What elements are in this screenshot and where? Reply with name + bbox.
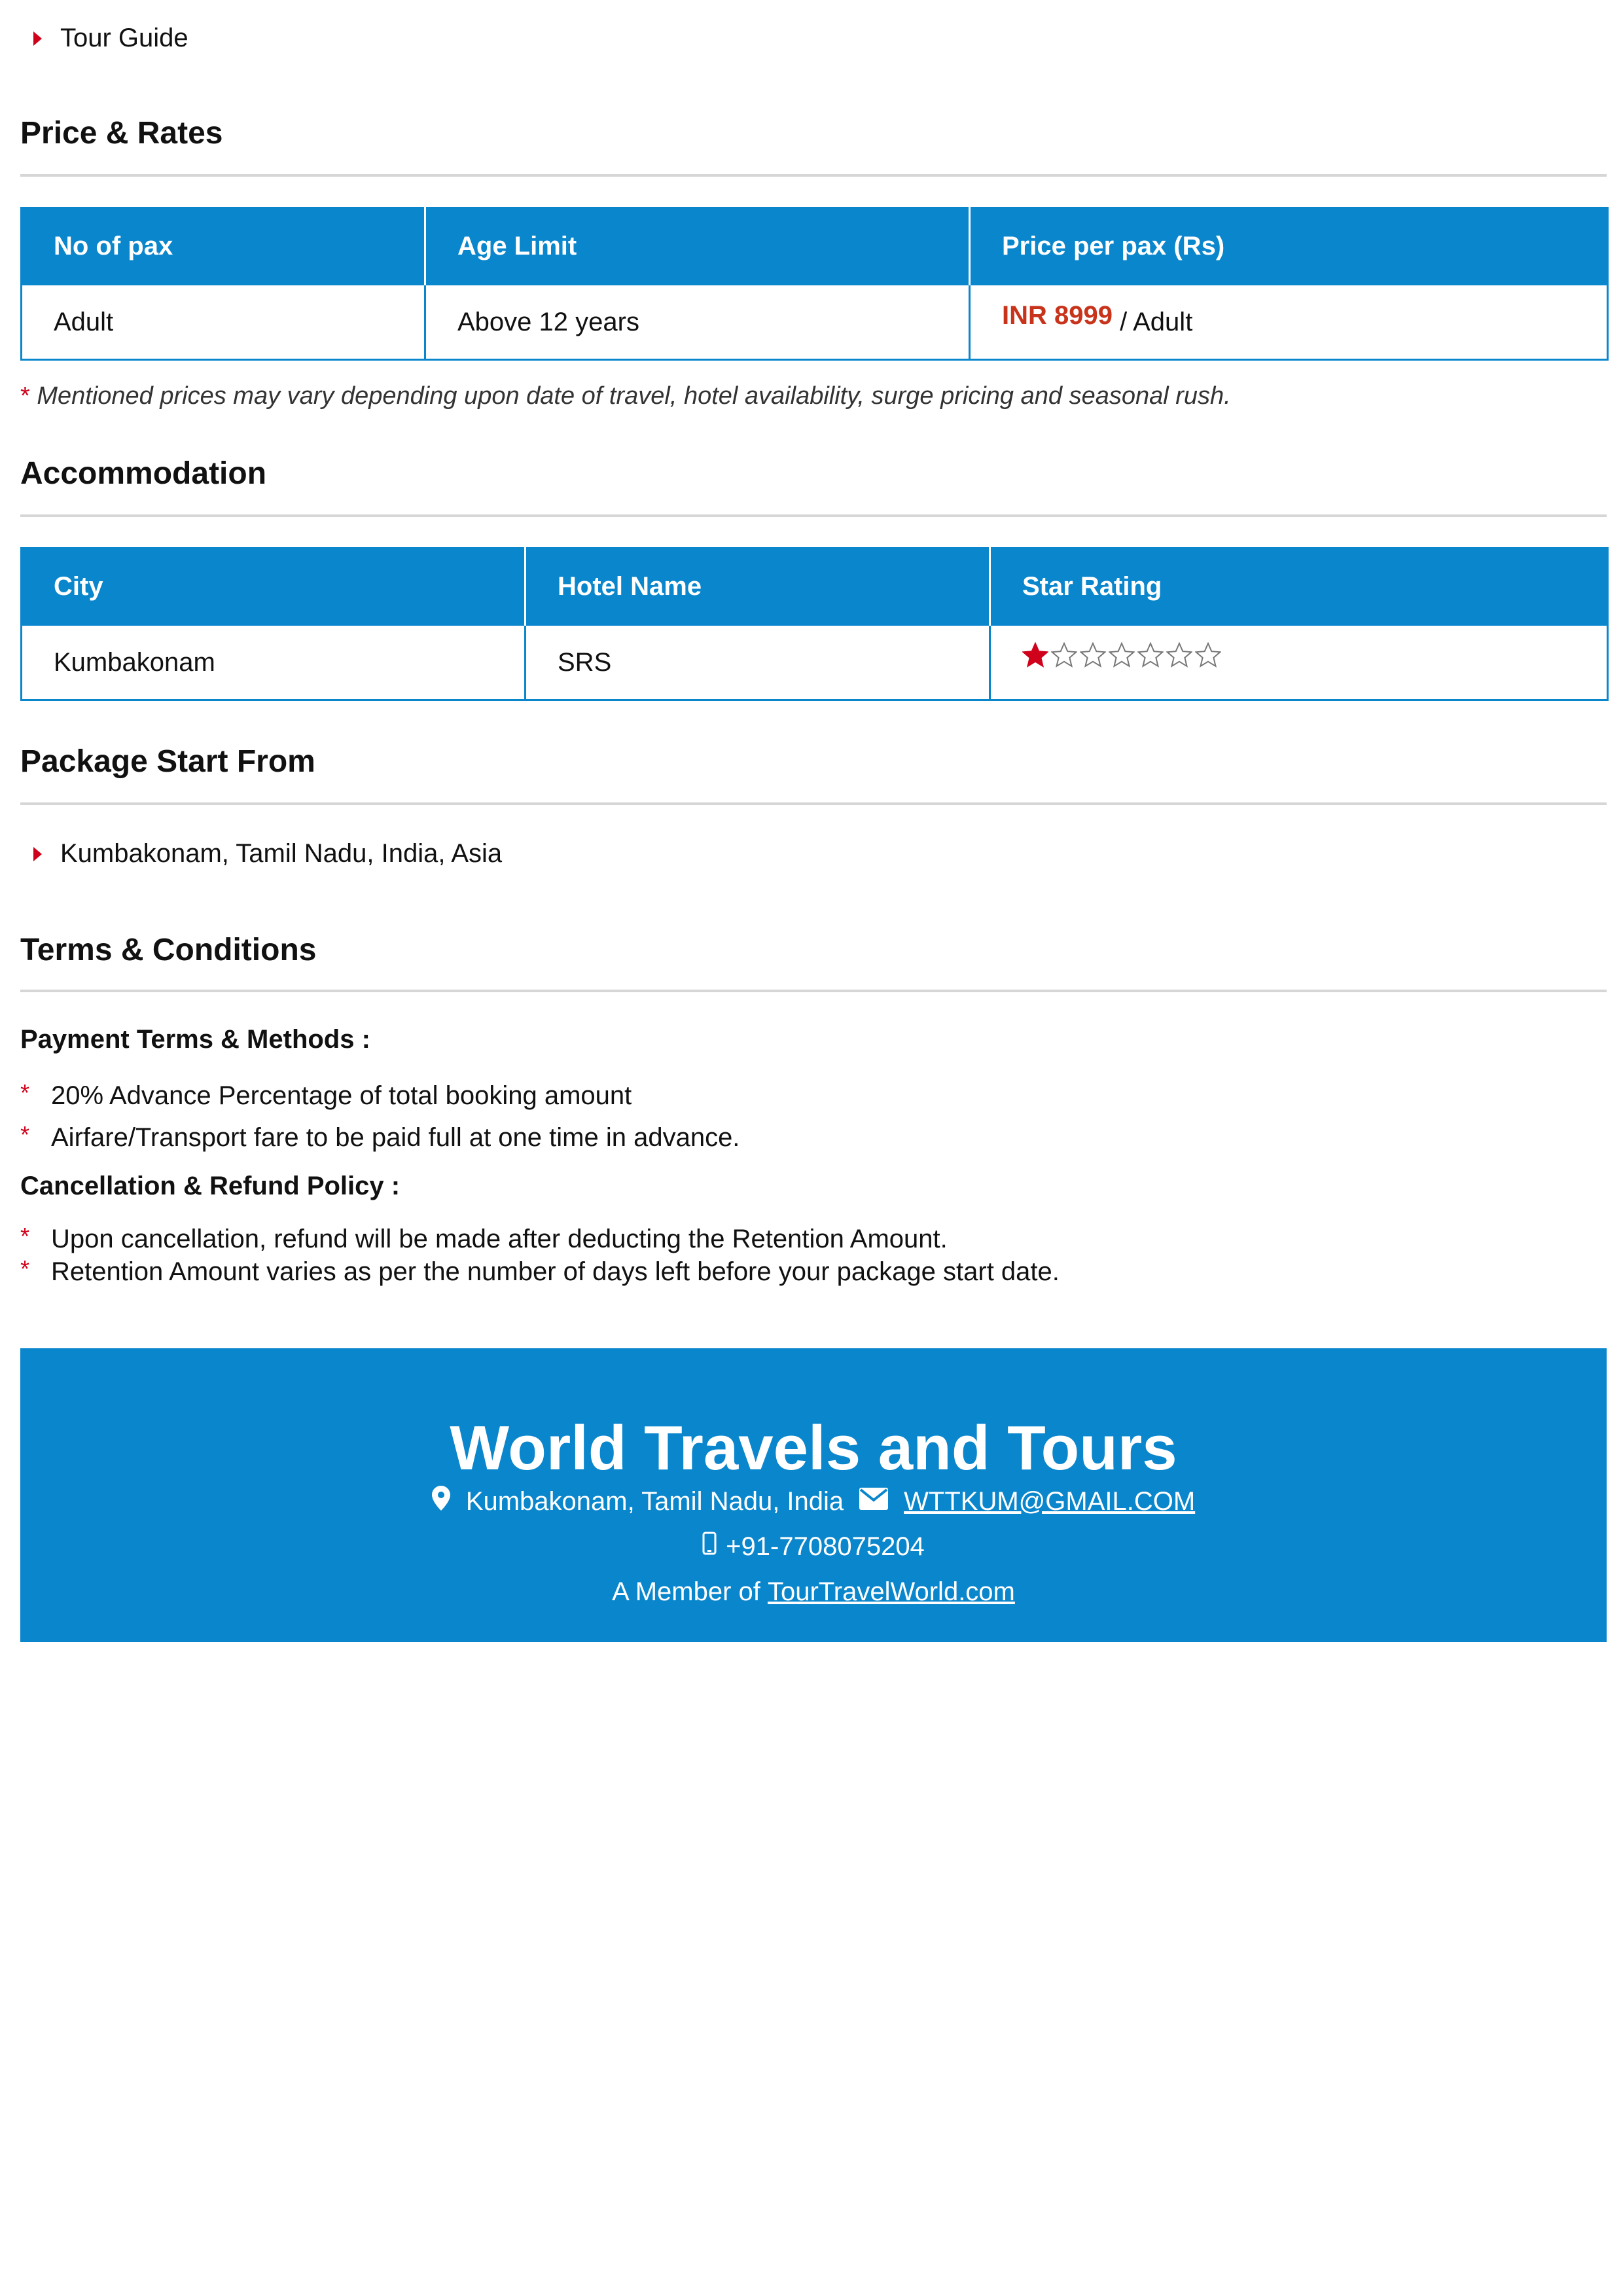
footer-phone: +91-7708075204	[726, 1532, 925, 1561]
footer-email-link[interactable]: WTTKUM@GMAIL.COM	[904, 1486, 1196, 1516]
payment-terms-list	[20, 1075, 740, 1158]
cancellation-title: Cancellation & Refund Policy :	[20, 1172, 401, 1200]
price-table	[20, 207, 1609, 361]
member-link[interactable]: TourTravelWorld.com	[768, 1577, 1015, 1606]
section-title-accommodation: Accommodation	[20, 456, 267, 491]
section-title-price: Price & Rates	[20, 116, 223, 151]
cell-pax: Adult	[22, 285, 425, 360]
star-empty-icon	[1080, 642, 1106, 675]
asterisk-icon: *	[20, 1223, 30, 1249]
divider	[20, 514, 1607, 517]
header-age-limit: Age Limit	[425, 208, 970, 285]
star-filled-icon	[1022, 642, 1048, 675]
company-name: World Travels and Tours	[450, 1413, 1177, 1483]
star-empty-icon	[1051, 642, 1077, 675]
asterisk-icon: *	[20, 1121, 30, 1148]
header-no-of-pax: No of pax	[22, 208, 425, 285]
star-empty-icon	[1195, 642, 1221, 675]
asterisk-icon: *	[20, 1255, 30, 1282]
inclusion-item	[20, 24, 188, 53]
bullet-triangle-icon	[33, 847, 42, 861]
mobile-phone-icon	[702, 1532, 717, 1562]
table-row	[22, 285, 1608, 360]
cell-age: Above 12 years	[425, 285, 970, 360]
table-header-row	[22, 208, 1608, 285]
start-location-item	[20, 839, 502, 869]
accommodation-table	[20, 547, 1609, 701]
star-rating	[1022, 642, 1607, 675]
list-item: * Airfare/Transport fare to be paid full at one time in advance.	[20, 1117, 740, 1158]
price-note	[20, 382, 1231, 410]
inclusion-label: Tour Guide	[60, 24, 188, 52]
start-location: Kumbakonam, Tamil Nadu, India, Asia	[60, 839, 503, 868]
note-asterisk: *	[20, 382, 30, 410]
header-price-per-pax: Price per pax (Rs)	[970, 208, 1608, 285]
header-city: City	[22, 548, 526, 625]
list-item: * 20% Advance Percentage of total booking amount	[20, 1075, 740, 1117]
price-value: INR 8999	[1002, 300, 1113, 330]
list-item: * Upon cancellation, refund will be made after deducting the Retention Amount.	[20, 1223, 1060, 1255]
star-empty-icon	[1166, 642, 1192, 675]
table-row	[22, 625, 1608, 700]
divider	[20, 990, 1607, 992]
payment-terms-title: Payment Terms & Methods :	[20, 1025, 370, 1054]
table-header-row	[22, 548, 1608, 625]
footer-member-row	[20, 1577, 1607, 1607]
note-text: Mentioned prices may vary depending upon date of travel, hotel availability, surge pricing and seasonal rush.	[37, 382, 1231, 410]
list-item: * Retention Amount varies as per the number of days left before your package start date.	[20, 1255, 1060, 1288]
cell-hotel: SRS	[526, 625, 990, 700]
star-empty-icon	[1137, 642, 1164, 675]
cell-price	[970, 285, 1608, 360]
footer-address: Kumbakonam, Tamil Nadu, India	[465, 1486, 844, 1516]
envelope-icon	[859, 1487, 888, 1516]
section-title-terms: Terms & Conditions	[20, 933, 317, 967]
bullet-triangle-icon	[33, 31, 42, 46]
price-suffix: / Adult	[1120, 307, 1193, 336]
divider	[20, 174, 1607, 177]
footer	[20, 1348, 1607, 1642]
footer-contact	[20, 1486, 1607, 1517]
divider	[20, 802, 1607, 805]
cell-city: Kumbakonam	[22, 625, 526, 700]
cancellation-list	[20, 1223, 1060, 1288]
header-star-rating: Star Rating	[990, 548, 1608, 625]
star-empty-icon	[1109, 642, 1135, 675]
asterisk-icon: *	[20, 1079, 30, 1106]
header-hotel-name: Hotel Name	[526, 548, 990, 625]
footer-phone-row	[20, 1532, 1607, 1562]
location-pin-icon	[432, 1486, 450, 1517]
member-prefix: A Member of	[612, 1577, 760, 1606]
section-title-package-start: Package Start From	[20, 744, 315, 779]
cell-stars	[990, 625, 1608, 700]
